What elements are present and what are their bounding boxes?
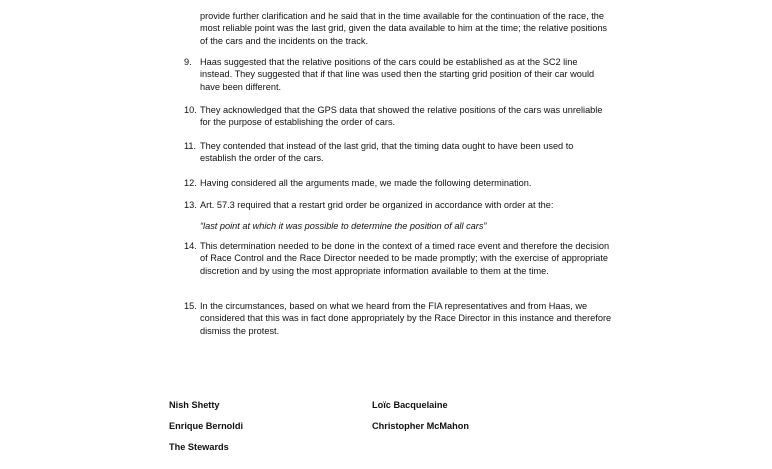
signature-loic-bacquelaine: Loïc Bacquelaine	[372, 400, 448, 410]
paragraph-15	[184, 300, 612, 337]
paragraph-11	[184, 140, 612, 165]
paragraph-text: They acknowledged that the GPS data that showed the relative positions of the cars was unreliable for the purpose of establishing the order of cars.	[200, 105, 603, 128]
paragraph-number: 15.	[184, 301, 197, 311]
paragraph-number: 9.	[184, 57, 192, 67]
paragraph-text: They contended that instead of the last grid, that the timing data ought to have been used to establish the order of the cars.	[200, 141, 574, 164]
paragraph-13	[184, 199, 612, 211]
paragraph-number: 11.	[184, 141, 197, 151]
paragraph-9	[184, 56, 612, 93]
paragraph-text: Having considered all the arguments made, we made the following determination.	[200, 178, 532, 188]
signature-nish-shetty: Nish Shetty	[169, 400, 220, 410]
paragraph-text: Haas suggested that the relative positions of the cars could be established as at the SC2 line instead. They suggested that if that line was used then the starting grid position of their car would have been different.	[200, 57, 595, 92]
paragraph-text: In the circumstances, based on what we heard from the FIA representatives and from Haas, we considered that this was in fact done appropriately by the Race Director in this instance and therefore dismiss the protest.	[200, 301, 612, 336]
paragraph-number: 12.	[184, 178, 197, 188]
paragraph-text: Art. 57.3 required that a restart grid order be organized in accordance with order at the:	[200, 200, 554, 210]
signature-christopher-mcmahon: Christopher McMahon	[372, 421, 469, 431]
paragraph-10	[184, 104, 612, 129]
signature-enrique-bernoldi: Enrique Bernoldi	[169, 421, 244, 431]
paragraph-8-continuation: provide further clarification and he said that in the time available for the continuation of the race, the most reliable point was the last grid, given the data available to him at the time; the relative positions of the cars and the incidents on the track.	[200, 11, 608, 46]
paragraph-14	[184, 240, 612, 277]
stewards-label: The Stewards	[169, 442, 229, 452]
paragraph-12	[184, 177, 612, 189]
quoted-rule: “last point at which it was possible to determine the position of all cars”	[200, 221, 487, 231]
paragraph-number: 10.	[184, 105, 197, 115]
paragraph-number: 14.	[184, 241, 197, 251]
paragraph-number: 13.	[184, 200, 197, 210]
paragraph-text: This determination needed to be done in the context of a timed race event and therefore the decision of Race Control and the Race Director needed to be made promptly; with the exercise of appropriate discretion and by using the most appropriate information available to them at the time.	[200, 241, 610, 276]
